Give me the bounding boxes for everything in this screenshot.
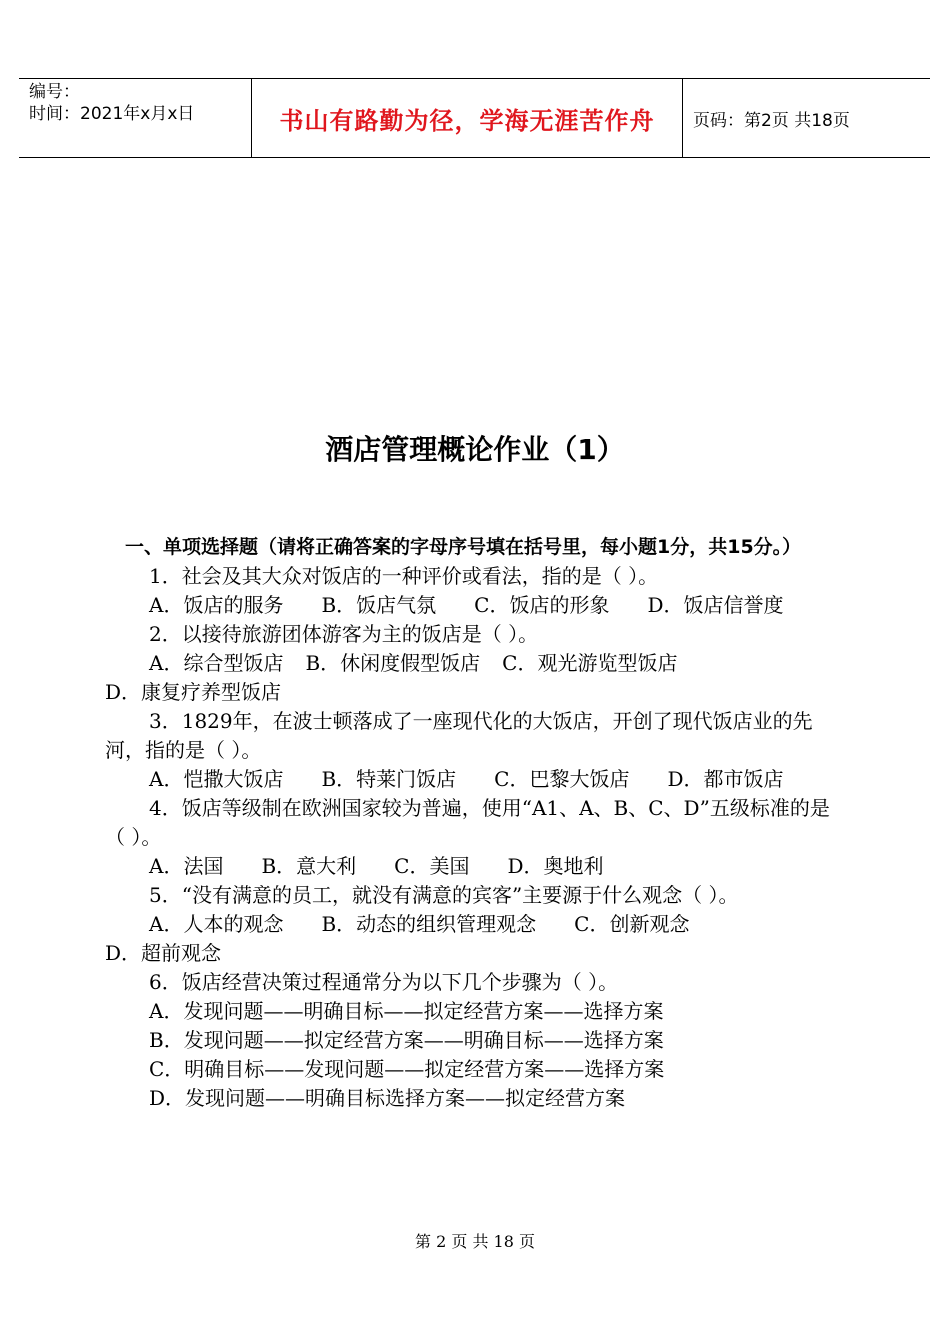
option: B．特莱门饭店 [321, 767, 457, 791]
option: C．饭店的形象 [474, 593, 610, 617]
header-meta [19, 79, 252, 157]
page-footer: 第 2 页 共 18 页 [415, 1232, 535, 1251]
option: B．饭店气氛 [321, 593, 437, 617]
option: D．奥地利 [507, 854, 604, 878]
question-stem: 6．饭店经营决策过程通常分为以下几个步骤为（ ）。 [149, 970, 619, 994]
question-options [105, 852, 840, 881]
document-body [105, 533, 840, 1113]
question-stem: 1．社会及其大众对饭店的一种评价或看法，指的是（ ）。 [149, 564, 659, 588]
question-stem: 3．1829年，在波士顿落成了一座现代化的大饭店，开创了现代饭店业的先河，指的是（ ）。 [105, 709, 813, 762]
option: B．意大利 [261, 854, 357, 878]
option: B．休闲度假型饭店 [305, 651, 481, 675]
option: A．人本的观念 [149, 912, 284, 936]
option: C．创新观念 [574, 912, 690, 936]
question-option-line: A．发现问题——明确目标——拟定经营方案——选择方案 [149, 999, 664, 1023]
option: B．动态的组织管理观念 [321, 912, 537, 936]
option: D．都市饭店 [667, 767, 784, 791]
header-page-code [683, 79, 930, 157]
serial-number-label: 编号： [29, 82, 80, 102]
motto-text: 书山有路勤为径，学海无涯苦作舟 [279, 106, 655, 135]
question-options [105, 765, 840, 794]
option: D．超前观念 [105, 941, 222, 965]
question-options [105, 649, 840, 707]
document-title: 酒店管理概论作业（1） [325, 433, 625, 466]
question-options [105, 591, 840, 620]
page-code-text: 页码：第2页 共18页 [693, 110, 850, 131]
question-options [105, 910, 840, 968]
time-label: 时间：2021年x月x日 [29, 104, 195, 124]
section-heading: 一、单项选择题（请将正确答案的字母序号填在括号里，每小题1分，共15分。） [125, 536, 802, 558]
option: C．巴黎大饭店 [494, 767, 630, 791]
page-header [19, 78, 930, 158]
question-option-line: C．明确目标——发现问题——拟定经营方案——选择方案 [149, 1057, 665, 1081]
option: C．美国 [394, 854, 470, 878]
option: A．饭店的服务 [149, 593, 284, 617]
option: A．法国 [149, 854, 224, 878]
question-stem: 4．饭店等级制在欧洲国家较为普遍，使用“A1、A、B、C、D”五级标准的是（ ）。 [105, 796, 830, 849]
question-option-line: D．发现问题——明确目标选择方案——拟定经营方案 [149, 1086, 626, 1110]
question-stem: 2．以接待旅游团体游客为主的饭店是（ ）。 [149, 622, 539, 646]
option: A．恺撒大饭店 [149, 767, 284, 791]
header-motto-cell [252, 79, 683, 157]
option: D．饭店信誉度 [647, 593, 784, 617]
question-stem: 5．“没有满意的员工，就没有满意的宾客”主要源于什么观念（ ）。 [149, 883, 739, 907]
question-option-line: B．发现问题——拟定经营方案——明确目标——选择方案 [149, 1028, 664, 1052]
option: D．康复疗养型饭店 [105, 680, 282, 704]
option: C．观光游览型饭店 [502, 651, 678, 675]
option: A．综合型饭店 [149, 651, 284, 675]
